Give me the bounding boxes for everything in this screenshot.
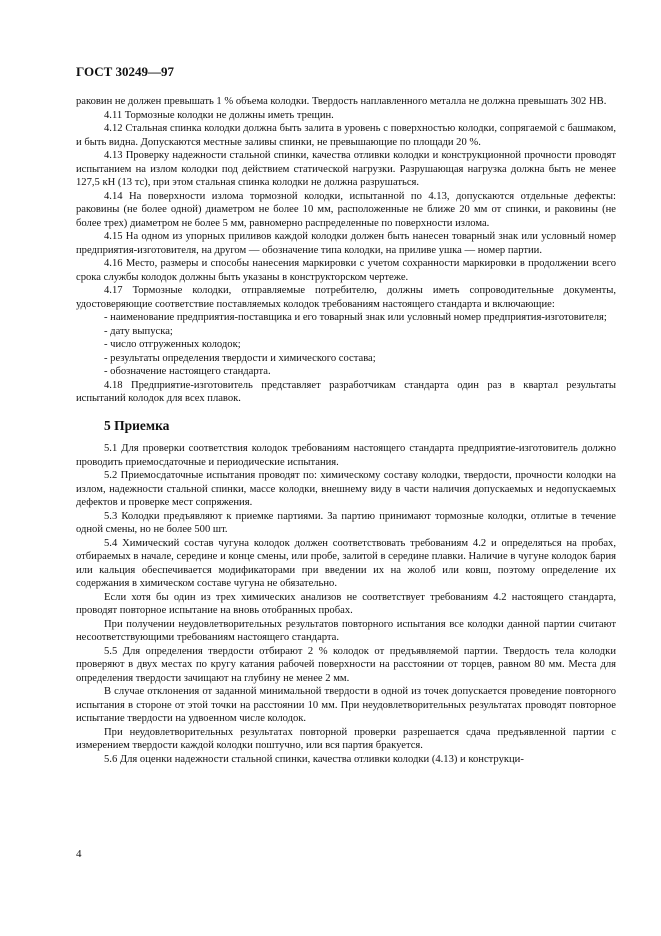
- paragraph-5-4-b: При получении неудовлетворительных результатов повторного испытания все колодки данной партии считают несоответствующими требованиям настоящего стандарта.: [76, 618, 616, 643]
- paragraph-4-18: 4.18 Предприятие-изготовитель представляет разработчикам стандарта один раз в квартал результаты испытаний колодок для всех плавок.: [76, 379, 616, 404]
- paragraph-4-11: 4.11 Тормозные колодки не должны иметь трещин.: [104, 109, 334, 121]
- list-item: - обозначение настоящего стандарта.: [104, 366, 271, 377]
- paragraph-4-15: 4.15 На одном из упорных приливов каждой колодки должен быть нанесен товарный знак или условный номер предприятия-изготовителя, на другом — обозначение типа колодки, на приливе ушка — номер партии.: [76, 231, 616, 256]
- paragraph-5-5-a: В случае отклонения от заданной минимальной твердости в одной из точек допускается проведение повторного испытания в стороне от этой точки на расстоянии 10 мм. При неудовлетворительных результатах проводят повторное испытание твердости на удвоенном числе колодок.: [76, 686, 616, 724]
- list-item: - наименование предприятия-поставщика и его товарный знак или условный номер предприятия-изготовителя;: [104, 312, 607, 323]
- paragraph-5-5-b: При неудовлетворительных результатах повторной проверки разрешается сдача предъявленной партии с измерением твердости каждой колодки поштучно, или вся партия бракуется.: [76, 726, 616, 751]
- paragraph-continuation: раковин не должен превышать 1 % объема колодки. Твердость наплавленного металла не должна превышать 302 НВ.: [76, 96, 607, 107]
- paragraph-4-16: 4.16 Место, размеры и способы нанесения маркировки с учетом сохранности маркировки в продолжении всего срока службы колодок должны быть указаны в конструкторском чертеже.: [76, 258, 616, 283]
- document-body: [76, 95, 616, 766]
- paragraph-5-6: 5.6 Для оценки надежности стальной спинки, качества отливки колодки (4.13) и конструкци-: [104, 753, 524, 765]
- list-item: - число отгруженных колодок;: [104, 339, 241, 350]
- list-item: - результаты определения твердости и химического состава;: [104, 352, 376, 364]
- paragraph-4-14: 4.14 На поверхности излома тормозной колодки, испытанной по 4.13, допускаются отдельные дефекты: раковины (не более одной) диаметром не более 10 мм, расположенные не ближе 20 мм от спинки, и раковины (не более трех) диаметром не более 5 мм, равномерно распределенные по поверхности излома.: [76, 190, 616, 229]
- paragraph-4-12: 4.12 Стальная спинка колодки должна быть залита в уровень с поверхностью колодки, сопрягаемой с башмаком, и быть видна. Допускаются местные заливы спинки, не превышающие по площади 20 %.: [76, 123, 616, 148]
- paragraph-4-13: 4.13 Проверку надежности стальной спинки, качества отливки колодки и конструкционной прочности проводят испытанием на излом колодки под действием статической нагрузки. Разрушающая нагрузка должна быть не менее 127,5 кН (13 тс), при этом стальная спинка колодки не должна разрушаться.: [76, 150, 616, 188]
- paragraph-5-4-a: Если хотя бы один из трех химических анализов не соответствует требованиям 4.2 настоящего стандарта, проводят повторное испытание на вновь отобранных пробах.: [76, 591, 616, 616]
- paragraph-5-1: 5.1 Для проверки соответствия колодок требованиям настоящего стандарта предприятие-изготовитель должно проводить приемосдаточные и периодические испытания.: [76, 443, 616, 468]
- list-item: - дату выпуска;: [104, 325, 173, 337]
- page-header: ГОСТ 30249—97: [76, 64, 175, 79]
- paragraph-5-4: 5.4 Химический состав чугуна колодок должен соответствовать требованиям 4.2 и определяться на пробах, отбираемых в начале, середине и конце смены, или пробе, залитой в середине плавки. Наличие в чугуне колодок бария или кальция обеспечивается модификаторами при введении их на жолоб или ковш, поэтому определение их содержания в химическом составе чугуна не обязательно.: [76, 537, 616, 589]
- page-number: 4: [76, 848, 82, 860]
- paragraph-5-5: 5.5 Для определения твердости отбирают 2 % колодок от предъявляемой партии. Твердость тела колодки проверяют в двух местах по кругу катания рабочей поверхности на расстоянии от торцев, равном 80 мм. Места для определения твердости зачищают на глубину не менее 2 мм.: [76, 645, 616, 684]
- paragraph-5-2: 5.2 Приемосдаточные испытания проводят по: химическому составу колодки, твердости, прочности колодки на излом, надежности стальной спинки, массе колодки, внешнему виду в части наличия допускаемых и недопускаемых дефектов и проверке мест сопряжения.: [76, 470, 616, 508]
- paragraph-5-3: 5.3 Колодки предъявляют к приемке партиями. За партию принимают тормозные колодки, отлитые в течение одной смены, но не более 500 шт.: [76, 510, 616, 535]
- paragraph-4-17: 4.17 Тормозные колодки, отправляемые потребителю, должны иметь сопроводительные документы, удостоверяющие соответствие поставляемых колодок требованиям настоящего стандарта и включающие:: [76, 285, 616, 310]
- section-title: 5 Приемка: [104, 417, 170, 433]
